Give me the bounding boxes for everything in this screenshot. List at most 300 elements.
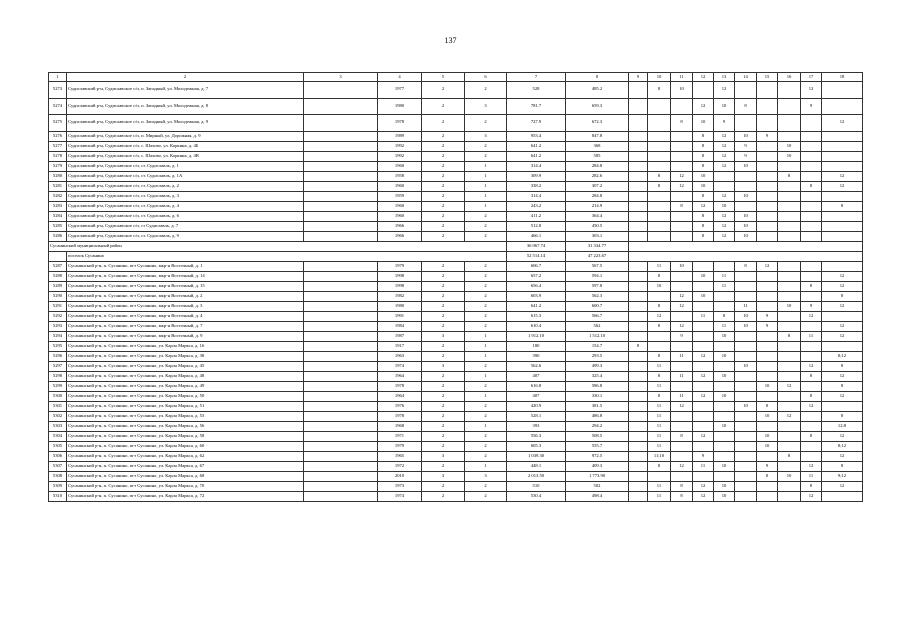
table-cell: 1998 (378, 281, 422, 291)
table-cell: 3 (304, 73, 378, 82)
table-cell: 9 (735, 151, 757, 161)
table-cell: 2 (465, 271, 507, 281)
table-cell: 10 (693, 115, 714, 132)
table-cell: 12 (778, 381, 801, 391)
table-cell: 52 514.14 (507, 251, 566, 261)
table-cell: 10 (735, 221, 757, 231)
table-row (49, 441, 863, 451)
table-cell: 12 (671, 321, 693, 331)
table-cell: 5295 (49, 341, 67, 351)
table-cell: 502 (566, 481, 629, 491)
table-cell (671, 451, 693, 461)
table-cell: 2 (465, 311, 507, 321)
table-cell (822, 151, 863, 161)
table-cell: 1982 (378, 291, 422, 301)
table-cell (714, 171, 735, 181)
table-cell: 10 (714, 98, 735, 115)
table-cell: 10 (714, 331, 735, 341)
table-cell: 36 067.74 (507, 241, 566, 251)
table-cell: 11 (648, 361, 671, 371)
table-cell: 510 (507, 481, 566, 491)
table-cell: Сусанинский р-н, п. Сусанино, пгт Сусанино, ул. Карла Маркса, д. 70 (67, 481, 304, 491)
table-cell (629, 401, 648, 411)
table-cell (629, 171, 648, 181)
table-cell (629, 281, 648, 291)
table-cell: 5306 (49, 451, 67, 461)
table-cell (671, 311, 693, 321)
table-cell: 1968 (378, 421, 422, 431)
table-cell: 12 (671, 401, 693, 411)
table-cell: 1978 (378, 381, 422, 391)
table-cell (629, 351, 648, 361)
table-cell: 1960 (378, 181, 422, 191)
table-cell (304, 441, 378, 451)
table-cell (304, 271, 378, 281)
table-cell: 566.7 (566, 311, 629, 321)
table-row (49, 371, 863, 381)
table-cell: 8 (648, 371, 671, 381)
table-cell: 2 (465, 381, 507, 391)
table-cell (629, 441, 648, 451)
table-cell (304, 291, 378, 301)
table-cell: 8 (735, 98, 757, 115)
table-cell (757, 201, 778, 211)
table-cell (822, 261, 863, 271)
table-cell: 562.3 (566, 291, 629, 301)
table-cell: 781.7 (507, 98, 566, 115)
table-cell: 8 (671, 115, 693, 132)
table-cell: 10 (757, 381, 778, 391)
table-row (49, 131, 863, 141)
table-cell (629, 161, 648, 171)
table-cell: 10 (671, 82, 693, 99)
table-cell: 1966 (378, 221, 422, 231)
table-cell (801, 221, 822, 231)
table-cell: 2 (422, 301, 465, 311)
table-cell: 8 (693, 231, 714, 241)
table-cell: 562.6 (507, 361, 566, 371)
table-cell: 31 334.77 (566, 241, 629, 251)
table-cell: 11 (714, 281, 735, 291)
table-cell (801, 381, 822, 391)
table-cell (629, 451, 648, 461)
table-cell: Сусанинский р-н, п. Сусанино, пгт Сусанино, ул. Карла Маркса, д. 45 (67, 361, 304, 371)
table-cell: 528.1 (507, 411, 566, 421)
table-cell: Судиславский р-н, Судиславское с/п, с. Шахово, ул. Коркина, д. 4В (67, 151, 304, 161)
table-cell (714, 301, 735, 311)
table-cell: 420.9 (507, 401, 566, 411)
table-cell: Сусанинский р-н, п. Сусанино, пгт Сусанино, ул. Карла Маркса, д. 60 (67, 441, 304, 451)
table-cell: 606.7 (507, 261, 566, 271)
table-cell (757, 221, 778, 231)
table-cell (629, 181, 648, 191)
table-cell: 10 (693, 271, 714, 281)
table-cell: Сусанинский р-н, п. Сусанино, пгт Сусанино, ул. Карла Маркса, д. 48 (67, 371, 304, 381)
table-cell: 15 (757, 73, 778, 82)
table-cell (304, 141, 378, 151)
table-cell: 10 (714, 491, 735, 501)
table-cell (693, 261, 714, 271)
table-row (49, 431, 863, 441)
table-row (49, 191, 863, 201)
table-cell: Судиславский р-н, Судиславское с/п, ст. Судиславль, д. 2 (67, 181, 304, 191)
table-cell (629, 421, 648, 431)
table-cell: 2 (422, 371, 465, 381)
table-cell: 448.1 (507, 461, 566, 471)
table-cell (822, 491, 863, 501)
table-cell: 2 (422, 98, 465, 115)
table-cell (629, 301, 648, 311)
table-cell: 12 (671, 291, 693, 301)
table-cell (693, 301, 714, 311)
table-cell: 364.4 (566, 211, 629, 221)
table-cell: 8 (648, 461, 671, 471)
table-cell: 2 (465, 82, 507, 99)
table-cell: 10 (714, 351, 735, 361)
header-row (49, 73, 863, 82)
table-cell: 12 (693, 98, 714, 115)
table-cell: 12 (801, 461, 822, 471)
table-cell: 1 (465, 331, 507, 341)
table-cell (648, 291, 671, 301)
table-row (49, 261, 863, 271)
table-cell (671, 381, 693, 391)
table-cell: 1978 (378, 411, 422, 421)
table-cell (629, 241, 863, 251)
table-cell (671, 141, 693, 151)
table-cell (304, 131, 378, 141)
table-cell: 2 (422, 381, 465, 391)
table-row (49, 411, 863, 421)
table-cell: 12 (671, 301, 693, 311)
table-cell (629, 271, 648, 281)
table-cell: 14 (735, 73, 757, 82)
table-cell: 10 (693, 181, 714, 191)
table-cell: 10 (778, 301, 801, 311)
table-cell: 672.3 (566, 115, 629, 132)
table-cell: Сусанинский р-н, п. Сусанино, пгт Сусанино, мкр-н Восточный, д. 2 (67, 291, 304, 301)
table-cell: 11 (648, 441, 671, 451)
table-cell (714, 181, 735, 191)
table-cell: 293.5 (566, 351, 629, 361)
table-cell: 8 (735, 261, 757, 271)
table-cell: 1958 (378, 171, 422, 181)
table-cell (735, 181, 757, 191)
table-row (49, 461, 863, 471)
table-cell: 12 (822, 331, 863, 341)
table-cell (693, 411, 714, 421)
table-cell: 5278 (49, 151, 67, 161)
table-cell: 1978 (378, 115, 422, 132)
table-cell: 2 (422, 431, 465, 441)
table-cell (778, 391, 801, 401)
table-cell (757, 481, 778, 491)
table-cell: 2 (465, 431, 507, 441)
table-cell: 309.9 (507, 171, 566, 181)
table-cell: 8 (693, 221, 714, 231)
table-cell: 616.8 (507, 381, 566, 391)
table-cell (801, 421, 822, 431)
table-cell (629, 361, 648, 371)
table-cell (735, 201, 757, 211)
table-row (49, 221, 863, 231)
table-cell (757, 281, 778, 291)
table-cell (304, 311, 378, 321)
table-row (49, 341, 863, 351)
table-cell: 12 (693, 491, 714, 501)
table-cell (822, 221, 863, 231)
table-cell: 1963 (378, 351, 422, 361)
table-cell: 282.6 (566, 171, 629, 181)
table-cell: 12 (648, 311, 671, 321)
table-cell (757, 161, 778, 171)
table-cell (304, 301, 378, 311)
table-cell: 1992 (378, 141, 422, 151)
table-cell (304, 321, 378, 331)
table-cell: 12 (714, 151, 735, 161)
table-cell: 3 (465, 471, 507, 481)
table-cell: 2 (422, 131, 465, 141)
table-cell: 11 (648, 491, 671, 501)
table-cell: 2 (422, 261, 465, 271)
table-cell (757, 271, 778, 281)
table-cell (693, 341, 714, 351)
table-cell: 2 (465, 411, 507, 421)
table-cell (778, 231, 801, 241)
table-cell (757, 98, 778, 115)
table-cell (735, 371, 757, 381)
table-cell: 10 (648, 281, 671, 291)
table-cell: 330.1 (566, 391, 629, 401)
table-cell (778, 161, 801, 171)
table-cell (735, 491, 757, 501)
table-cell (778, 181, 801, 191)
table-cell (757, 351, 778, 361)
table-cell: 11;10 (648, 451, 671, 461)
table-cell: 2 013.50 (507, 471, 566, 481)
table-cell: 10 (714, 391, 735, 401)
table-cell: 1976 (378, 401, 422, 411)
table-cell: Сусанинский р-н, п. Сусанино, пгт Сусанино, ул. Карла Маркса, д. 56 (67, 421, 304, 431)
table-cell: 2 (422, 191, 465, 201)
table-cell: 8 (801, 371, 822, 381)
table-cell: 307.2 (566, 181, 629, 191)
table-cell: 12 (714, 191, 735, 201)
table-cell: 1972 (378, 461, 422, 471)
table-cell (304, 151, 378, 161)
table-cell: 1991 (378, 311, 422, 321)
table-cell: 450.5 (566, 221, 629, 231)
table-cell: 2 (422, 201, 465, 211)
table-cell: 12 (714, 82, 735, 99)
table-cell: Сусанинский р-н, п. Сусанино, пгт Сусанино, ул. Карла Маркса, д. 51 (67, 401, 304, 411)
table-cell: 600.7 (566, 301, 629, 311)
table-cell: 10 (757, 441, 778, 451)
table-cell (49, 251, 67, 261)
table-cell: 5284 (49, 211, 67, 221)
table-cell (778, 211, 801, 221)
table-cell (648, 191, 671, 201)
table-cell (304, 82, 378, 99)
table-cell: 8 (714, 311, 735, 321)
table-cell (778, 98, 801, 115)
table-cell: 10 (735, 311, 757, 321)
table-cell: 1960 (378, 161, 422, 171)
table-cell (693, 361, 714, 371)
table-cell (801, 231, 822, 241)
table-cell: 1 (465, 341, 507, 351)
table-cell (629, 115, 648, 132)
table-cell: 2 (422, 151, 465, 161)
table-cell: 303.1 (566, 231, 629, 241)
table-cell: 11 (648, 261, 671, 271)
table-cell (801, 341, 822, 351)
table-row (49, 311, 863, 321)
table-cell: 10 (735, 231, 757, 241)
table-cell: 5273 (49, 82, 67, 99)
table-cell: 5301 (49, 401, 67, 411)
table-cell: 1 512.10 (566, 331, 629, 341)
table-cell: 1980 (378, 98, 422, 115)
table-cell: 1 (465, 461, 507, 471)
table-row (49, 481, 863, 491)
table-cell (304, 401, 378, 411)
table-cell: 9 (629, 73, 648, 82)
table-cell (801, 321, 822, 331)
table-cell: 12 (693, 391, 714, 401)
table-cell: 154.7 (566, 341, 629, 351)
table-cell (735, 411, 757, 421)
table-cell (822, 231, 863, 241)
table-cell: 498.4 (566, 491, 629, 501)
table-cell: 5290 (49, 291, 67, 301)
table-cell: 8 (648, 271, 671, 281)
table-cell (629, 321, 648, 331)
table-cell (822, 141, 863, 151)
table-cell (304, 421, 378, 431)
table-cell (693, 82, 714, 99)
table-cell (801, 211, 822, 221)
table-cell (778, 191, 801, 201)
table-cell: 2 (422, 181, 465, 191)
table-cell: 1917 (378, 341, 422, 351)
table-cell: 2 (465, 261, 507, 271)
table-cell (304, 391, 378, 401)
table-cell (822, 131, 863, 141)
table-cell: 5289 (49, 281, 67, 291)
table-cell: Сусанинский р-н, п. Сусанино, пгт Сусанино, мкр-н Восточный, д. 9 (67, 331, 304, 341)
table-row (49, 181, 863, 191)
table-cell: 5288 (49, 271, 67, 281)
table-cell (304, 351, 378, 361)
table-cell (629, 141, 648, 151)
table-cell (629, 151, 648, 161)
table-cell: 12 (778, 411, 801, 421)
table-cell (671, 421, 693, 431)
table-cell: 1 (465, 351, 507, 361)
table-cell (629, 391, 648, 401)
table-cell: 407 (507, 391, 566, 401)
table-cell: Сусанинский р-н, п. Сусанино, пгт Сусанино, ул. Карла Маркса, д. 53 (67, 411, 304, 421)
table-cell: 294.2 (566, 421, 629, 431)
table-cell: 8 (801, 281, 822, 291)
table-cell (757, 82, 778, 99)
table-cell: 8 (778, 451, 801, 461)
table-cell (778, 421, 801, 431)
table-cell: 1 (465, 201, 507, 211)
table-cell: 10 (693, 171, 714, 181)
table-cell: 8 (648, 82, 671, 99)
table-cell (778, 321, 801, 331)
table-cell: Судиславский р-н, Судиславское с/п, ст. Судиславль, д. 6 (67, 211, 304, 221)
table-cell (714, 451, 735, 461)
table-cell: 8 (648, 321, 671, 331)
table-cell: 12 (822, 321, 863, 331)
table-cell: 12 (693, 481, 714, 491)
table-cell: 8 (757, 401, 778, 411)
table-cell: Судиславский р-н, Судиславское с/п, с. Шахово, ул. Коркина, д. 4Б (67, 141, 304, 151)
table-cell (629, 491, 648, 501)
table-cell: 12 (822, 481, 863, 491)
table-cell (629, 411, 648, 421)
table-cell: 180 (507, 341, 566, 351)
table-cell (735, 421, 757, 431)
table-cell: 1 773.90 (566, 471, 629, 481)
table-cell: 5309 (49, 481, 67, 491)
table-cell: 214.9 (566, 201, 629, 211)
table-cell: 556.3 (507, 431, 566, 441)
table-cell: 528 (507, 82, 566, 99)
table-cell: Судиславский р-н, Судиславское с/п, ст. Судиславль, д. 1А (67, 171, 304, 181)
table-cell: 2 (422, 411, 465, 421)
table-row (49, 271, 863, 281)
table-cell (629, 231, 648, 241)
table-cell: 2 (465, 141, 507, 151)
table-cell: 10 (735, 131, 757, 141)
table-cell: 2 (422, 82, 465, 99)
table-cell (693, 381, 714, 391)
table-cell: 409.3 (566, 461, 629, 471)
table-cell: 8 (566, 73, 629, 82)
table-cell: 10 (714, 461, 735, 471)
table-cell: 3 (422, 451, 465, 461)
table-cell (671, 441, 693, 451)
table-cell: 1 (465, 181, 507, 191)
table-cell: 12 (671, 181, 693, 191)
table-row (49, 381, 863, 391)
table-cell: 8 (822, 201, 863, 211)
table-cell: 5293 (49, 321, 67, 331)
table-cell: 2 (422, 281, 465, 291)
table-cell (735, 331, 757, 341)
table-cell (671, 271, 693, 281)
table-cell: поселок Сусанино (67, 251, 507, 261)
table-cell: 8 (801, 481, 822, 491)
table-cell: Сусанинский р-н, п. Сусанино, пгт Сусанино, мкр-н Восточный, д. 4 (67, 311, 304, 321)
table-cell: 12 (714, 131, 735, 141)
table-row (49, 351, 863, 361)
table-cell (714, 411, 735, 421)
housing-register-table (48, 72, 863, 502)
table-cell: 11 (693, 311, 714, 321)
table-cell: 2 (465, 281, 507, 291)
table-cell: 12 (757, 261, 778, 271)
table-cell: 8 (693, 151, 714, 161)
table-cell: 1960 (378, 211, 422, 221)
table-cell: 8 (671, 201, 693, 211)
table-cell: 10 (735, 191, 757, 201)
table-cell (714, 441, 735, 451)
